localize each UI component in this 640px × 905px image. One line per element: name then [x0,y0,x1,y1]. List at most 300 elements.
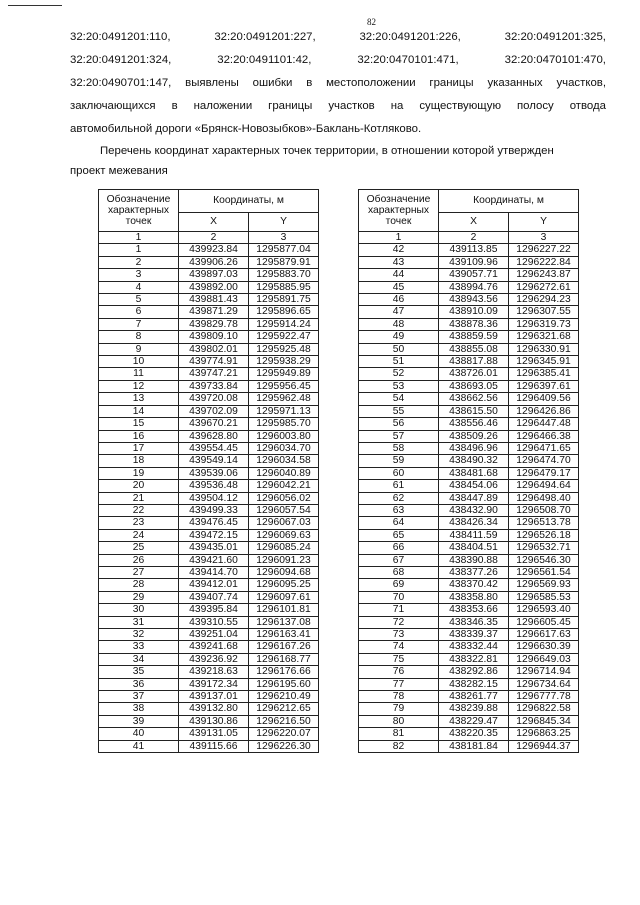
x-coordinate-cell: 439130.86 [179,715,249,727]
point-number-cell: 24 [99,529,179,541]
y-coordinate-cell: 1296630.39 [509,641,579,653]
cadastral-number: 32:20:0491201:324, [70,54,172,66]
point-number-cell: 6 [99,306,179,318]
x-coordinate-cell: 438404.51 [439,542,509,554]
y-coordinate-cell: 1296085.24 [249,542,319,554]
table-row [99,542,319,554]
table-row [99,331,319,343]
y-coordinate-cell: 1296067.03 [249,517,319,529]
point-number-cell: 8 [99,331,179,343]
point-number-cell: 28 [99,579,179,591]
y-coordinate-cell: 1296168.77 [249,653,319,665]
y-coordinate-cell: 1296474.70 [509,455,579,467]
y-coordinate-cell: 1296593.40 [509,604,579,616]
table-row [359,728,579,740]
list-heading [70,140,606,180]
point-number-cell: 30 [99,604,179,616]
coordinates-table-right [358,189,579,753]
point-number-cell: 52 [359,368,439,380]
x-coordinate-cell: 439923.84 [179,244,249,256]
point-number-cell: 4 [99,281,179,293]
table-row [359,405,579,417]
y-coordinate-cell: 1296426.86 [509,405,579,417]
coordinates-body-left [99,244,319,753]
y-coordinate-cell: 1296307.55 [509,306,579,318]
y-coordinate-cell: 1296498.40 [509,492,579,504]
point-number-cell: 65 [359,529,439,541]
table-row [99,666,319,678]
table-row [99,368,319,380]
y-coordinate-cell: 1296822.58 [509,703,579,715]
heading-line: проект межевания [70,165,168,177]
x-coordinate-cell: 439236.92 [179,653,249,665]
point-number-cell: 57 [359,430,439,442]
table-row [99,269,319,281]
point-number-cell: 77 [359,678,439,690]
x-header: X [439,213,509,232]
table-row [359,480,579,492]
x-coordinate-cell: 438432.90 [439,504,509,516]
coordinates-table-left [98,189,319,753]
table-row [99,691,319,703]
paragraph-line: заключающихся в наложении границы участков на существующую полосу отвода [70,100,606,112]
point-number-cell: 62 [359,492,439,504]
y-coordinate-cell: 1296056.02 [249,492,319,504]
x-coordinate-cell: 438239.88 [439,703,509,715]
y-coordinate-cell: 1295877.04 [249,244,319,256]
y-coordinate-cell: 1296163.41 [249,629,319,641]
table-row [359,306,579,318]
y-coordinate-cell: 1296321.68 [509,331,579,343]
column-number: 1 [99,232,179,244]
x-coordinate-cell: 438509.26 [439,430,509,442]
table-row [359,691,579,703]
table-row [359,703,579,715]
x-coordinate-cell: 439747.21 [179,368,249,380]
table-row [99,442,319,454]
y-coordinate-cell: 1296513.78 [509,517,579,529]
point-number-cell: 69 [359,579,439,591]
y-coordinate-cell: 1295891.75 [249,294,319,306]
x-coordinate-cell: 438943.56 [439,294,509,306]
coordinates-header: Координаты, м [179,190,319,213]
y-coordinate-cell: 1296294.23 [509,294,579,306]
table-row [99,418,319,430]
x-coordinate-cell: 439132.80 [179,703,249,715]
y-coordinate-cell: 1296397.61 [509,380,579,392]
x-coordinate-cell: 439670.21 [179,418,249,430]
point-number-cell: 10 [99,356,179,368]
point-number-cell: 66 [359,542,439,554]
x-coordinate-cell: 439774.91 [179,356,249,368]
y-coordinate-cell: 1296385.41 [509,368,579,380]
point-number-cell: 7 [99,318,179,330]
table-row [359,653,579,665]
table-row [359,380,579,392]
table-row [359,517,579,529]
table-row [99,629,319,641]
top-rule [8,5,62,6]
y-coordinate-cell: 1295883.70 [249,269,319,281]
point-number-cell: 46 [359,294,439,306]
point-number-cell: 31 [99,616,179,628]
table-row [359,393,579,405]
point-number-cell: 71 [359,604,439,616]
table-row [99,653,319,665]
point-number-cell: 12 [99,380,179,392]
x-coordinate-cell: 438346.35 [439,616,509,628]
x-coordinate-cell: 439218.63 [179,666,249,678]
y-coordinate-cell: 1296617.63 [509,629,579,641]
point-number-cell: 51 [359,356,439,368]
point-number-cell: 13 [99,393,179,405]
table-row [99,306,319,318]
point-number-cell: 72 [359,616,439,628]
x-coordinate-cell: 438390.88 [439,554,509,566]
x-coordinate-cell: 438556.46 [439,418,509,430]
point-number-cell: 70 [359,591,439,603]
table-row [99,393,319,405]
x-coordinate-cell: 438261.77 [439,691,509,703]
table-row [359,492,579,504]
point-number-cell: 33 [99,641,179,653]
x-coordinate-cell: 439395.84 [179,604,249,616]
column-number: 1 [359,232,439,244]
table-row [359,591,579,603]
table-row [99,455,319,467]
point-number-cell: 40 [99,728,179,740]
y-coordinate-cell: 1296216.50 [249,715,319,727]
table-row [99,740,319,752]
x-coordinate-cell: 439881.43 [179,294,249,306]
point-number-cell: 21 [99,492,179,504]
table-row [359,616,579,628]
point-number-cell: 36 [99,678,179,690]
table-row [99,616,319,628]
table-row [359,343,579,355]
body-text [70,26,606,141]
x-coordinate-cell: 438370.42 [439,579,509,591]
table-row [359,430,579,442]
x-coordinate-cell: 438229.47 [439,715,509,727]
x-coordinate-cell: 438859.59 [439,331,509,343]
y-coordinate-cell: 1296494.64 [509,480,579,492]
y-coordinate-cell: 1296097.61 [249,591,319,603]
point-number-cell: 25 [99,542,179,554]
y-coordinate-cell: 1296526.18 [509,529,579,541]
y-coordinate-cell: 1295914.24 [249,318,319,330]
table-row [99,281,319,293]
x-coordinate-cell: 438411.59 [439,529,509,541]
y-coordinate-cell: 1296863.25 [509,728,579,740]
table-row [99,554,319,566]
x-coordinate-cell: 438817.88 [439,356,509,368]
y-coordinate-cell: 1296561.54 [509,566,579,578]
table-row [359,529,579,541]
point-number-cell: 2 [99,256,179,268]
y-coordinate-cell: 1295879.91 [249,256,319,268]
y-coordinate-cell: 1296479.17 [509,467,579,479]
y-coordinate-cell: 1295949.89 [249,368,319,380]
cadastral-number: 32:20:0491201:110, [70,31,171,43]
point-label-header: Обозначение характерных точек [359,190,439,232]
table-row [99,405,319,417]
point-number-cell: 18 [99,455,179,467]
y-coordinate-cell: 1296034.58 [249,455,319,467]
cadastral-number: 32:20:0470101:471, [357,54,459,66]
y-coordinate-cell: 1296220.07 [249,728,319,740]
point-number-cell: 42 [359,244,439,256]
y-coordinate-cell: 1295985.70 [249,418,319,430]
y-coordinate-cell: 1296345.91 [509,356,579,368]
x-coordinate-cell: 438693.05 [439,380,509,392]
y-coordinate-cell: 1296272.61 [509,281,579,293]
table-row [359,740,579,752]
x-coordinate-cell: 438181.84 [439,740,509,752]
y-coordinate-cell: 1296227.22 [509,244,579,256]
y-coordinate-cell: 1296212.65 [249,703,319,715]
point-number-cell: 56 [359,418,439,430]
y-coordinate-cell: 1296210.49 [249,691,319,703]
y-coordinate-cell: 1296466.38 [509,430,579,442]
point-number-cell: 64 [359,517,439,529]
y-coordinate-cell: 1296034.70 [249,442,319,454]
y-coordinate-cell: 1295896.65 [249,306,319,318]
table-row [359,678,579,690]
x-coordinate-cell: 438377.26 [439,566,509,578]
point-number-cell: 16 [99,430,179,442]
point-number-cell: 1 [99,244,179,256]
point-number-cell: 39 [99,715,179,727]
x-coordinate-cell: 438447.89 [439,492,509,504]
x-coordinate-cell: 439172.34 [179,678,249,690]
y-coordinate-cell: 1296167.26 [249,641,319,653]
table-row [359,331,579,343]
y-coordinate-cell: 1296569.93 [509,579,579,591]
x-coordinate-cell: 439702.09 [179,405,249,417]
table-row [99,244,319,256]
table-row [359,579,579,591]
y-coordinate-cell: 1295956.45 [249,380,319,392]
table-row [99,256,319,268]
y-coordinate-cell: 1296243.87 [509,269,579,281]
x-coordinate-cell: 438662.56 [439,393,509,405]
table-row [359,455,579,467]
point-number-cell: 67 [359,554,439,566]
point-number-cell: 29 [99,591,179,603]
point-number-cell: 11 [99,368,179,380]
y-coordinate-cell: 1296546.30 [509,554,579,566]
table-row [99,480,319,492]
point-number-cell: 68 [359,566,439,578]
point-number-cell: 19 [99,467,179,479]
x-coordinate-cell: 438220.35 [439,728,509,740]
cadastral-number: 32:20:0491201:227, [214,31,316,43]
point-number-cell: 61 [359,480,439,492]
cadastral-number: 32:20:0470101:470, [504,54,606,66]
point-number-cell: 49 [359,331,439,343]
table-row [99,566,319,578]
y-coordinate-cell: 1296137.08 [249,616,319,628]
y-coordinate-cell: 1296003.80 [249,430,319,442]
table-row [99,318,319,330]
x-coordinate-cell: 439251.04 [179,629,249,641]
x-coordinate-cell: 439435.01 [179,542,249,554]
cadastral-row [70,49,606,72]
y-coordinate-cell: 1296447.48 [509,418,579,430]
table-row [359,629,579,641]
point-number-cell: 63 [359,504,439,516]
table-row [359,318,579,330]
point-number-cell: 47 [359,306,439,318]
point-number-cell: 34 [99,653,179,665]
table-row [99,703,319,715]
x-coordinate-cell: 438292.86 [439,666,509,678]
x-coordinate-cell: 439892.00 [179,281,249,293]
y-coordinate-cell: 1296042.21 [249,480,319,492]
x-coordinate-cell: 438282.15 [439,678,509,690]
x-coordinate-cell: 439115.66 [179,740,249,752]
point-number-cell: 27 [99,566,179,578]
point-label-header: Обозначение характерных точек [99,190,179,232]
x-coordinate-cell: 438994.76 [439,281,509,293]
x-coordinate-cell: 439131.05 [179,728,249,740]
table-row [359,368,579,380]
page-number: 82 [367,17,376,27]
cadastral-row [70,26,606,49]
point-number-cell: 80 [359,715,439,727]
cadastral-number: 32:20:0491201:325, [504,31,606,43]
y-coordinate-cell: 1296057.54 [249,504,319,516]
x-coordinate-cell: 439897.03 [179,269,249,281]
y-coordinate-cell: 1295962.48 [249,393,319,405]
point-number-cell: 23 [99,517,179,529]
table-row [359,356,579,368]
coordinates-header: Координаты, м [439,190,579,213]
y-coordinate-cell: 1296508.70 [509,504,579,516]
table-row [359,269,579,281]
point-number-cell: 74 [359,641,439,653]
table-row [99,604,319,616]
point-number-cell: 35 [99,666,179,678]
x-coordinate-cell: 439802.01 [179,343,249,355]
table-row [359,566,579,578]
x-coordinate-cell: 439421.60 [179,554,249,566]
point-number-cell: 20 [99,480,179,492]
point-number-cell: 73 [359,629,439,641]
y-coordinate-cell: 1296409.56 [509,393,579,405]
x-coordinate-cell: 439720.08 [179,393,249,405]
x-coordinate-cell: 439414.70 [179,566,249,578]
point-number-cell: 76 [359,666,439,678]
table-row [99,579,319,591]
x-coordinate-cell: 438726.01 [439,368,509,380]
y-coordinate-cell: 1296319.73 [509,318,579,330]
x-coordinate-cell: 439504.12 [179,492,249,504]
point-number-cell: 41 [99,740,179,752]
x-coordinate-cell: 439412.01 [179,579,249,591]
table-row [99,728,319,740]
point-number-cell: 15 [99,418,179,430]
point-number-cell: 32 [99,629,179,641]
x-coordinate-cell: 439407.74 [179,591,249,603]
point-number-cell: 9 [99,343,179,355]
x-coordinate-cell: 439554.45 [179,442,249,454]
point-number-cell: 59 [359,455,439,467]
point-number-cell: 53 [359,380,439,392]
x-coordinate-cell: 439109.96 [439,256,509,268]
table-row [99,641,319,653]
table-row [359,666,579,678]
y-coordinate-cell: 1296069.63 [249,529,319,541]
table-row [359,418,579,430]
table-row [99,380,319,392]
x-coordinate-cell: 438878.36 [439,318,509,330]
table-row [99,504,319,516]
table-row [359,256,579,268]
table-row [99,529,319,541]
point-number-cell: 17 [99,442,179,454]
cadastral-number: 32:20:0491201:226, [359,31,461,43]
x-coordinate-cell: 439499.33 [179,504,249,516]
y-coordinate-cell: 1295885.95 [249,281,319,293]
table-row [99,492,319,504]
point-number-cell: 44 [359,269,439,281]
point-number-cell: 58 [359,442,439,454]
x-coordinate-cell: 439871.29 [179,306,249,318]
x-coordinate-cell: 438332.44 [439,641,509,653]
x-coordinate-cell: 438454.06 [439,480,509,492]
table-row [359,715,579,727]
y-coordinate-cell: 1296176.66 [249,666,319,678]
x-header: X [179,213,249,232]
column-number: 3 [249,232,319,244]
table-row [359,467,579,479]
y-coordinate-cell: 1296095.25 [249,579,319,591]
x-coordinate-cell: 439628.80 [179,430,249,442]
y-coordinate-cell: 1296532.71 [509,542,579,554]
table-row [99,467,319,479]
point-number-cell: 22 [99,504,179,516]
table-row [359,641,579,653]
table-row [99,356,319,368]
x-coordinate-cell: 439472.15 [179,529,249,541]
x-coordinate-cell: 438358.80 [439,591,509,603]
table-row [359,294,579,306]
cadastral-number: 32:20:0491101:42, [217,54,312,66]
y-coordinate-cell: 1295938.29 [249,356,319,368]
y-coordinate-cell: 1295971.13 [249,405,319,417]
x-coordinate-cell: 439137.01 [179,691,249,703]
x-coordinate-cell: 438481.68 [439,467,509,479]
x-coordinate-cell: 439057.71 [439,269,509,281]
point-number-cell: 50 [359,343,439,355]
x-coordinate-cell: 438426.34 [439,517,509,529]
x-coordinate-cell: 438322.81 [439,653,509,665]
table-row [359,244,579,256]
x-coordinate-cell: 438496.96 [439,442,509,454]
x-coordinate-cell: 439549.14 [179,455,249,467]
point-number-cell: 82 [359,740,439,752]
table-row [359,281,579,293]
y-coordinate-cell: 1296471.65 [509,442,579,454]
coordinates-body-right [359,244,579,753]
y-coordinate-cell: 1296605.45 [509,616,579,628]
point-number-cell: 38 [99,703,179,715]
y-coordinate-cell: 1296195.60 [249,678,319,690]
point-number-cell: 5 [99,294,179,306]
y-coordinate-cell: 1296585.53 [509,591,579,603]
